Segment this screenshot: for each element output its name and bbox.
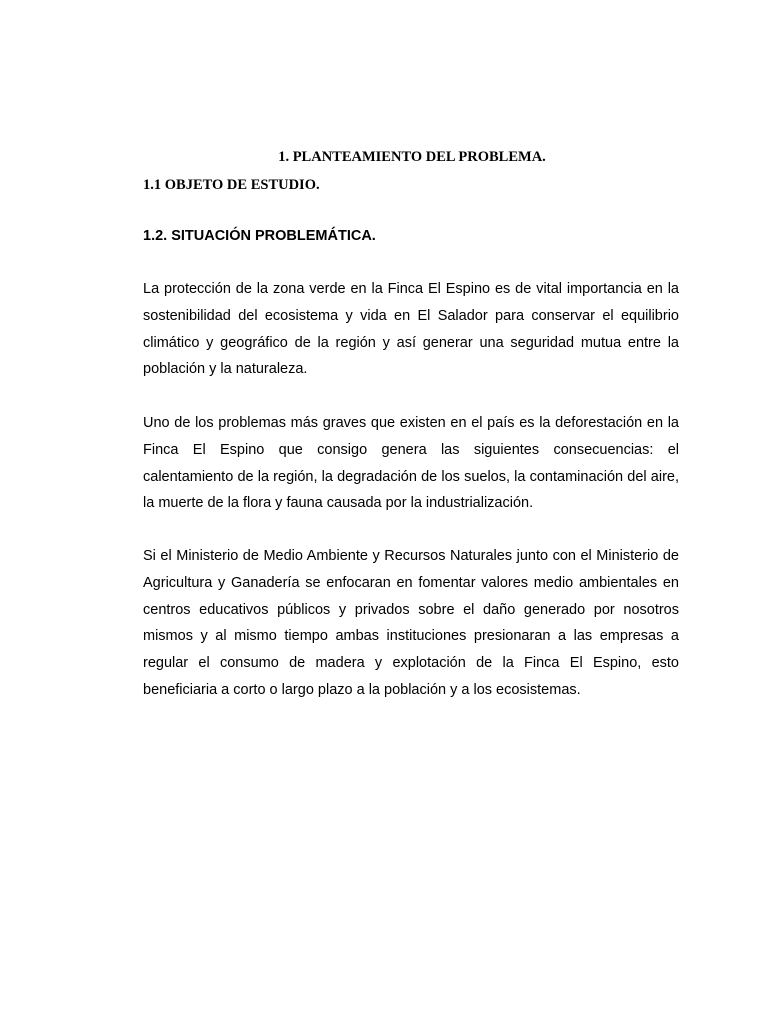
page-title: 1. PLANTEAMIENTO DEL PROBLEMA. [278,149,546,165]
paragraph-3: Si el Ministerio de Medio Ambiente y Recursos Naturales junto con el Ministerio de Agricultura y Ganadería se enfocaran en fomentar valores medio ambientales en centros educativos públicos y privados sobre el daño generado por nosotros mismos y al mismo tiempo ambas instituciones presionaran a las empresas a regular el consumo de madera y explotación de la Finca El Espino, esto beneficiaria a corto o largo plazo a la población y a los ecosistemas. [143,548,679,698]
paragraph-1: La protección de la zona verde en la Finca El Espino es de vital importancia en la sostenibilidad del ecosistema y vida en El Salador para conservar el equilibrio climático y geográfico de la región y así generar una seguridad mutua entre la población y la naturaleza. [143,281,679,378]
paragraph-2: Uno de los problemas más graves que existen en el país es la deforestación en la Finca El Espino que consigo genera las siguientes consecuencias: el calentamiento de la región, la degradación de los suelos, la contaminación del aire, la muerte de la flora y fauna causada por la industrialización. [143,415,679,512]
subtitle-objeto-de-estudio: 1.1 OBJETO DE ESTUDIO. [143,177,320,193]
section-heading-situacion-problematica: 1.2. SITUACIÓN PROBLEMÁTICA. [143,228,376,244]
